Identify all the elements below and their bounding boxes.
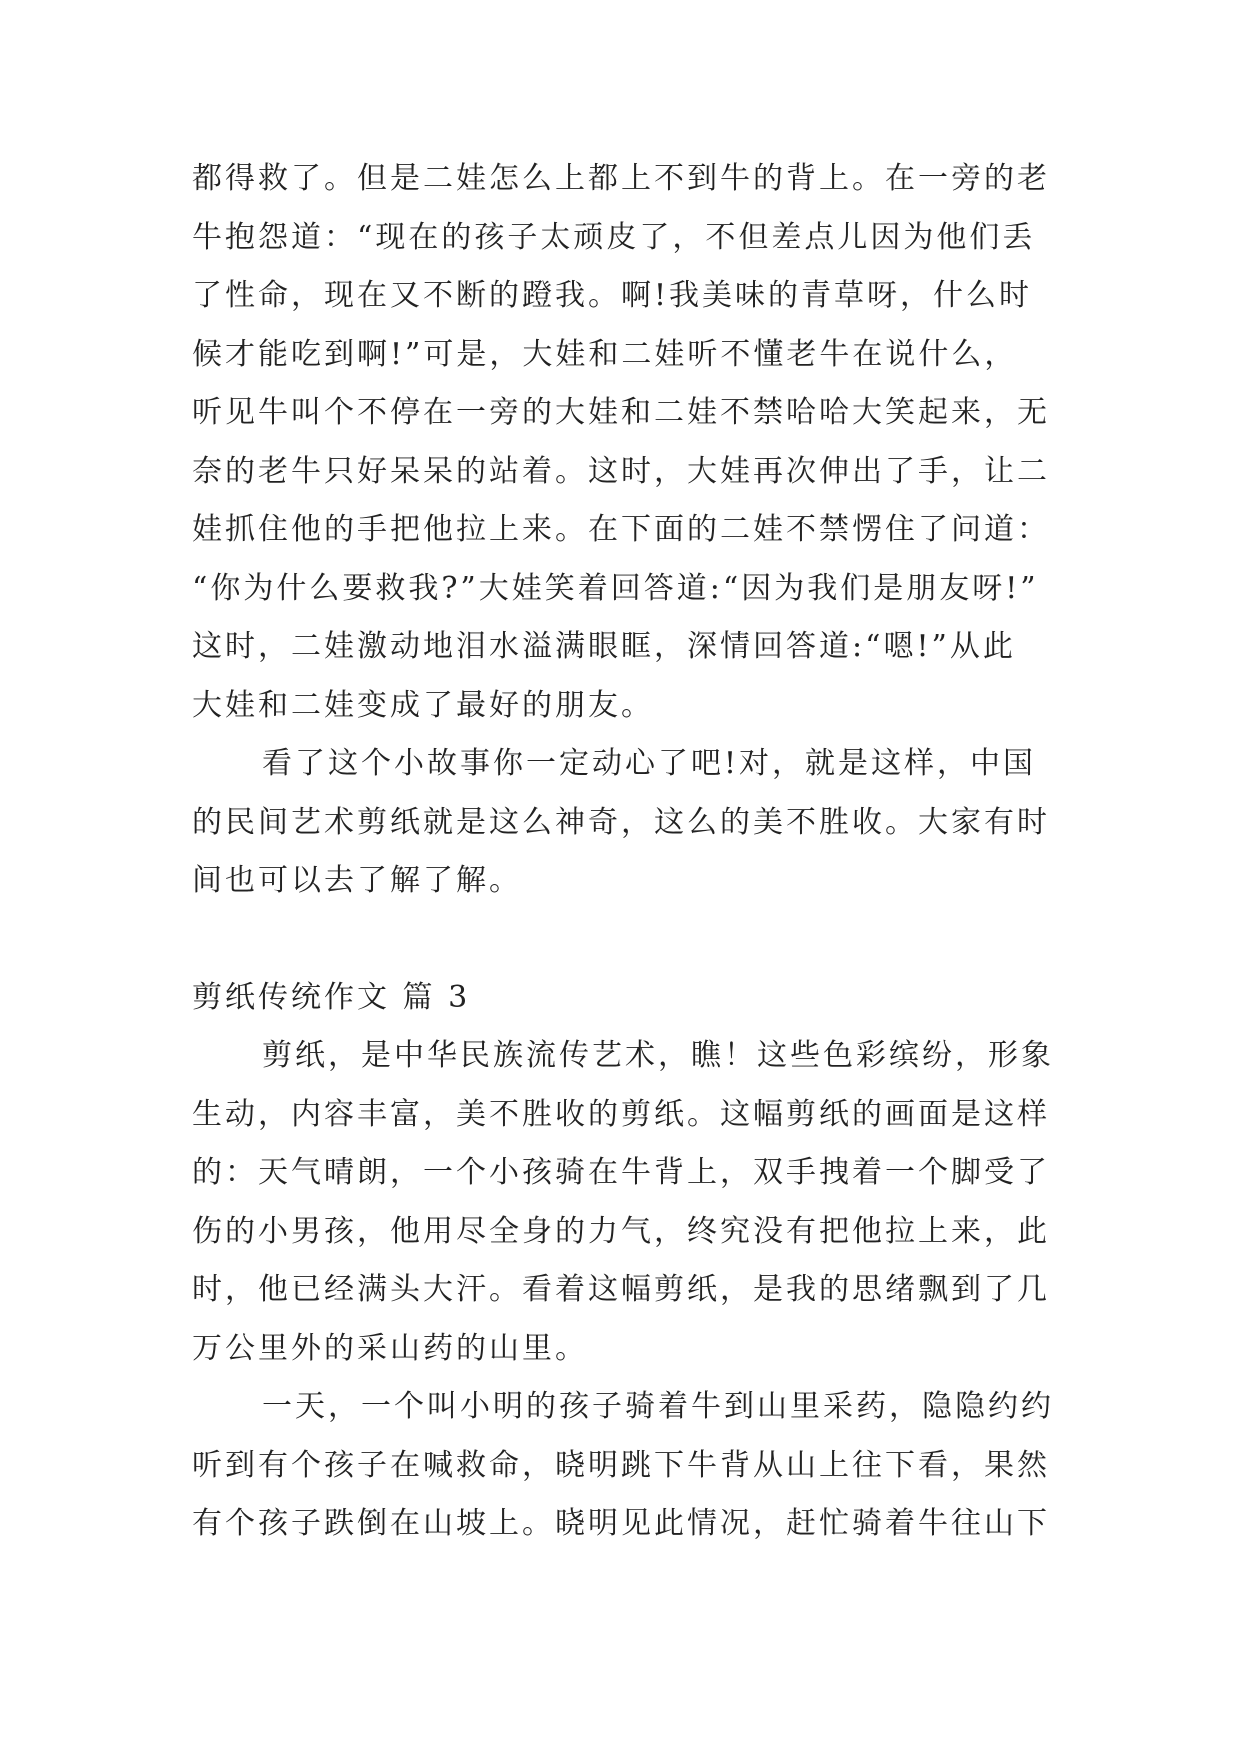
text-line: 生动，内容丰富，美不胜收的剪纸。这幅剪纸的画面是这样 [192, 1096, 1050, 1132]
text-line: 这时，二娃激动地泪水溢满眼眶，深情回答道:“嗯!”从此 [192, 629, 1016, 664]
text-line: 牛抱怨道：“现在的孩子太顽皮了，不但差点儿因为他们丢 [192, 219, 1036, 255]
document-page [192, 150, 1054, 1554]
text-line: 奈的老牛只好呆呆的站着。这时，大娃再次伸出了手，让二 [192, 453, 1050, 489]
section-heading: 剪纸传统作文 篇 3 [192, 979, 471, 1015]
text-line: 时，他已经满头大汗。看着这幅剪纸，是我的思绪飘到了几 [192, 1272, 1050, 1307]
text-line: 伤的小男孩，他用尽全身的力气，终究没有把他拉上来，此 [192, 1213, 1050, 1249]
text-line: 候才能吃到啊!”可是，大娃和二娃听不懂老牛在说什么， [192, 336, 1018, 372]
paragraph-2 [192, 735, 1054, 911]
paragraph-1 [192, 150, 1054, 735]
text-line: 有个孩子跌倒在山坡上。晓明见此情况，赶忙骑着牛往山下 [192, 1506, 1050, 1541]
text-line: 一天，一个叫小明的孩子骑着牛到山里采药，隐隐约约 [262, 1389, 1054, 1424]
text-line: 万公里外的采山药的山里。 [192, 1330, 588, 1366]
text-line: 间也可以去了解了解。 [192, 863, 522, 898]
text-line: 大娃和二娃变成了最好的朋友。 [192, 687, 654, 723]
text-line: 娃抓住他的手把他拉上来。在下面的二娃不禁愣住了问道： [192, 512, 1050, 547]
paragraph-3 [192, 1027, 1054, 1378]
text-line: 听到有个孩子在喊救命，晓明跳下牛背从山上往下看，果然 [192, 1447, 1050, 1483]
text-line: 都得救了。但是二娃怎么上都上不到牛的背上。在一旁的老 [192, 161, 1050, 196]
text-line: 剪纸，是中华民族流传艺术，瞧！这些色彩缤纷，形象 [262, 1038, 1054, 1073]
text-line: “你为什么要救我?”大娃笑着回答道:“因为我们是朋友呀!” [192, 570, 1039, 606]
paragraph-4 [192, 1378, 1054, 1554]
text-line: 的民间艺术剪纸就是这么神奇，这么的美不胜收。大家有时 [192, 804, 1050, 840]
text-line: 的：天气晴朗，一个小孩骑在牛背上，双手拽着一个脚受了 [192, 1155, 1050, 1190]
text-line: 了性命，现在又不断的蹬我。啊!我美味的青草呀，什么时 [192, 278, 1033, 313]
section-gap [192, 911, 1054, 969]
text-line: 看了这个小故事你一定动心了吧!对，就是这样，中国 [262, 746, 1037, 781]
text-line: 听见牛叫个不停在一旁的大娃和二娃不禁哈哈大笑起来，无 [192, 395, 1050, 430]
